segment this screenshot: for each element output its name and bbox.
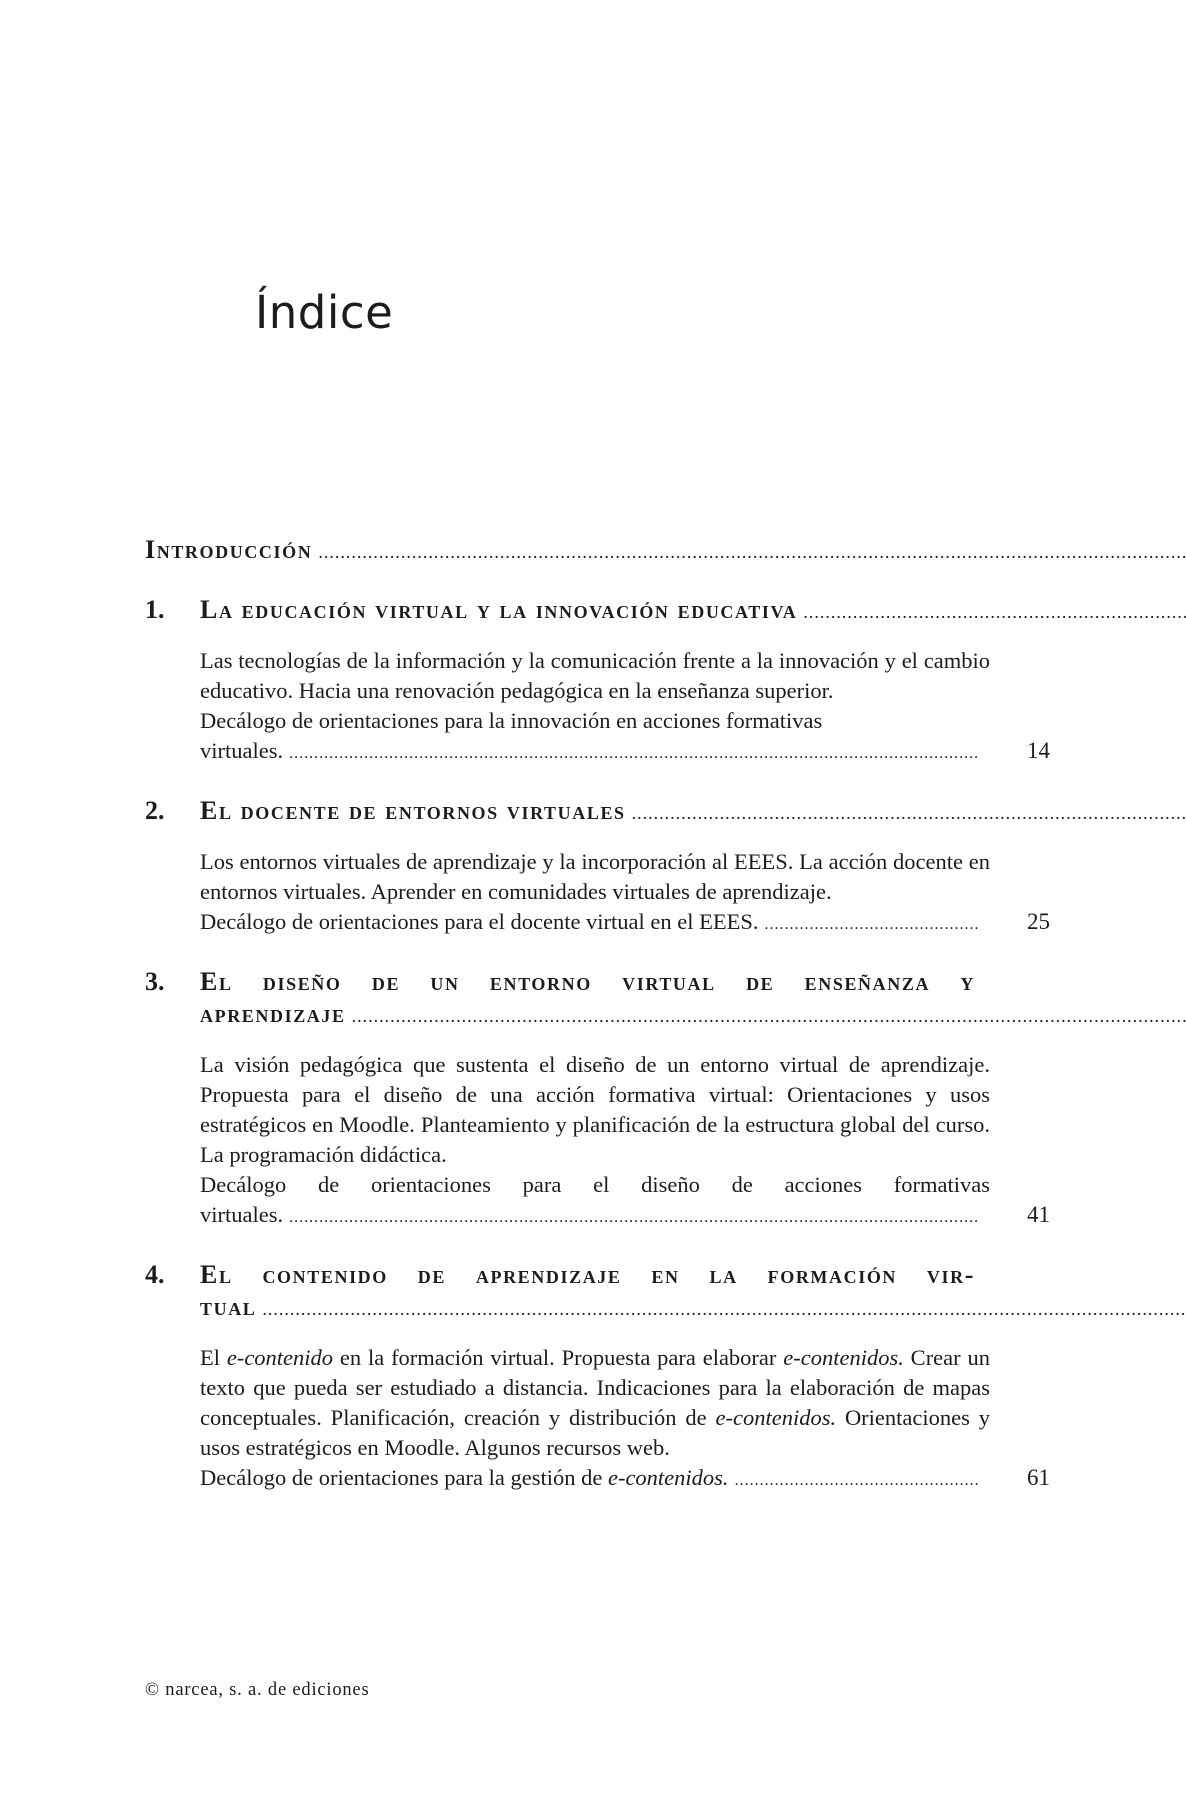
decalogue-first-line: Decálogo de orientaciones para el diseño de acciones formativas	[200, 1172, 990, 1197]
chapter-title-first-line: El diseño de un entorno virtual de enseñanza y	[200, 967, 975, 996]
description-italic: e-contenidos.	[783, 1345, 904, 1370]
copyright-footer: © narcea, s. a. de ediciones	[145, 1680, 370, 1700]
description-text: Crear un texto que pueda ser estudiado a distancia. Indicaciones para la elaboración de mapas conceptuales. Planificación, creación y distribución de	[200, 1345, 990, 1430]
decalogue-last-line: virtuales.	[200, 738, 284, 763]
chapter-title-first-line: El contenido de aprendizaje en la formación vir-	[200, 1260, 975, 1289]
chapter-description: Los entornos virtuales de aprendizaje y la incorporación al EEES. La acción docente en entornos virtuales. Aprender en comunidades virtuales de aprendizaje.	[200, 849, 990, 904]
intro-label: Introducción	[145, 535, 313, 564]
decalogue-italic: e-contenidos.	[607, 1465, 729, 1490]
chapter-title-last-line: tual	[200, 1292, 257, 1321]
description-italic: e-contenido	[226, 1345, 334, 1370]
description-text: Orientaciones y usos estratégicos en Moodle. Algunos recursos web.	[200, 1405, 990, 1460]
decalogue-last-line: virtuales.	[200, 1202, 284, 1227]
decalogue-prefix: Decálogo de orientaciones para la gestión de	[200, 1465, 608, 1490]
decalogue-page-number: 25	[1027, 909, 1050, 934]
chapter-description: Las tecnologías de la información y la comunicación frente a la innovación y el cambio educativo. Hacia una renovación pedagógica en la enseñanza superior.	[200, 648, 990, 703]
leader-dots	[803, 596, 1186, 628]
page-title: Índice	[255, 286, 394, 339]
decalogue-text	[200, 1463, 729, 1493]
decalogue-page-number: 14	[1027, 738, 1050, 763]
chapter-title-last-line: aprendizaje	[200, 999, 346, 1028]
description-text: en la formación virtual. Propuesta para elaborar	[333, 1345, 784, 1370]
decalogue-first-line: Decálogo de orientaciones para la innovación en acciones formativas	[200, 708, 823, 733]
leader-dots	[318, 536, 1186, 568]
leader-dots	[262, 1293, 1186, 1325]
toc-entry-chapter-4[interactable]	[145, 1259, 1050, 1496]
leader-dots	[289, 1203, 978, 1233]
description-italic: e-contenidos.	[715, 1405, 837, 1430]
chapter-number: 1.	[145, 595, 165, 624]
chapter-title: La educación virtual y la innovación educativa	[200, 595, 798, 624]
chapter-number: 2.	[145, 796, 165, 825]
chapter-title: El docente de entornos virtuales	[200, 796, 626, 825]
toc-entry-chapter-1[interactable]	[145, 594, 1050, 769]
toc-entry-intro[interactable]	[145, 534, 1050, 568]
leader-dots	[632, 797, 1186, 829]
chapter-description	[200, 1343, 990, 1463]
chapter-description: La visión pedagógica que sustenta el diseño de un entorno virtual de aprendizaje. Propuesta para el diseño de una acción formativa virtual: Orientaciones y usos estratégicos en Moodle. Planteamiento y planificación de la estructura global del curso. La programación didáctica.	[200, 1052, 990, 1167]
toc-entry-chapter-2[interactable]	[145, 795, 1050, 940]
chapter-number: 4.	[145, 1260, 165, 1289]
decalogue-entry[interactable]	[200, 907, 1050, 940]
leader-dots	[289, 739, 978, 769]
decalogue-page-number: 61	[1027, 1465, 1050, 1490]
decalogue-entry[interactable]	[200, 1200, 1050, 1233]
decalogue-entry[interactable]	[200, 1463, 1050, 1496]
toc-entry-chapter-3[interactable]	[145, 966, 1050, 1233]
decalogue-page-number: 41	[1027, 1202, 1050, 1227]
leader-dots	[352, 1000, 1186, 1032]
leader-dots	[765, 910, 978, 940]
table-of-contents	[145, 534, 1050, 1522]
decalogue-text: Decálogo de orientaciones para el docente virtual en el EEES.	[200, 909, 759, 934]
decalogue-entry[interactable]	[200, 736, 1050, 769]
leader-dots	[735, 1466, 978, 1496]
description-text: El	[200, 1345, 227, 1370]
chapter-number: 3.	[145, 967, 165, 996]
